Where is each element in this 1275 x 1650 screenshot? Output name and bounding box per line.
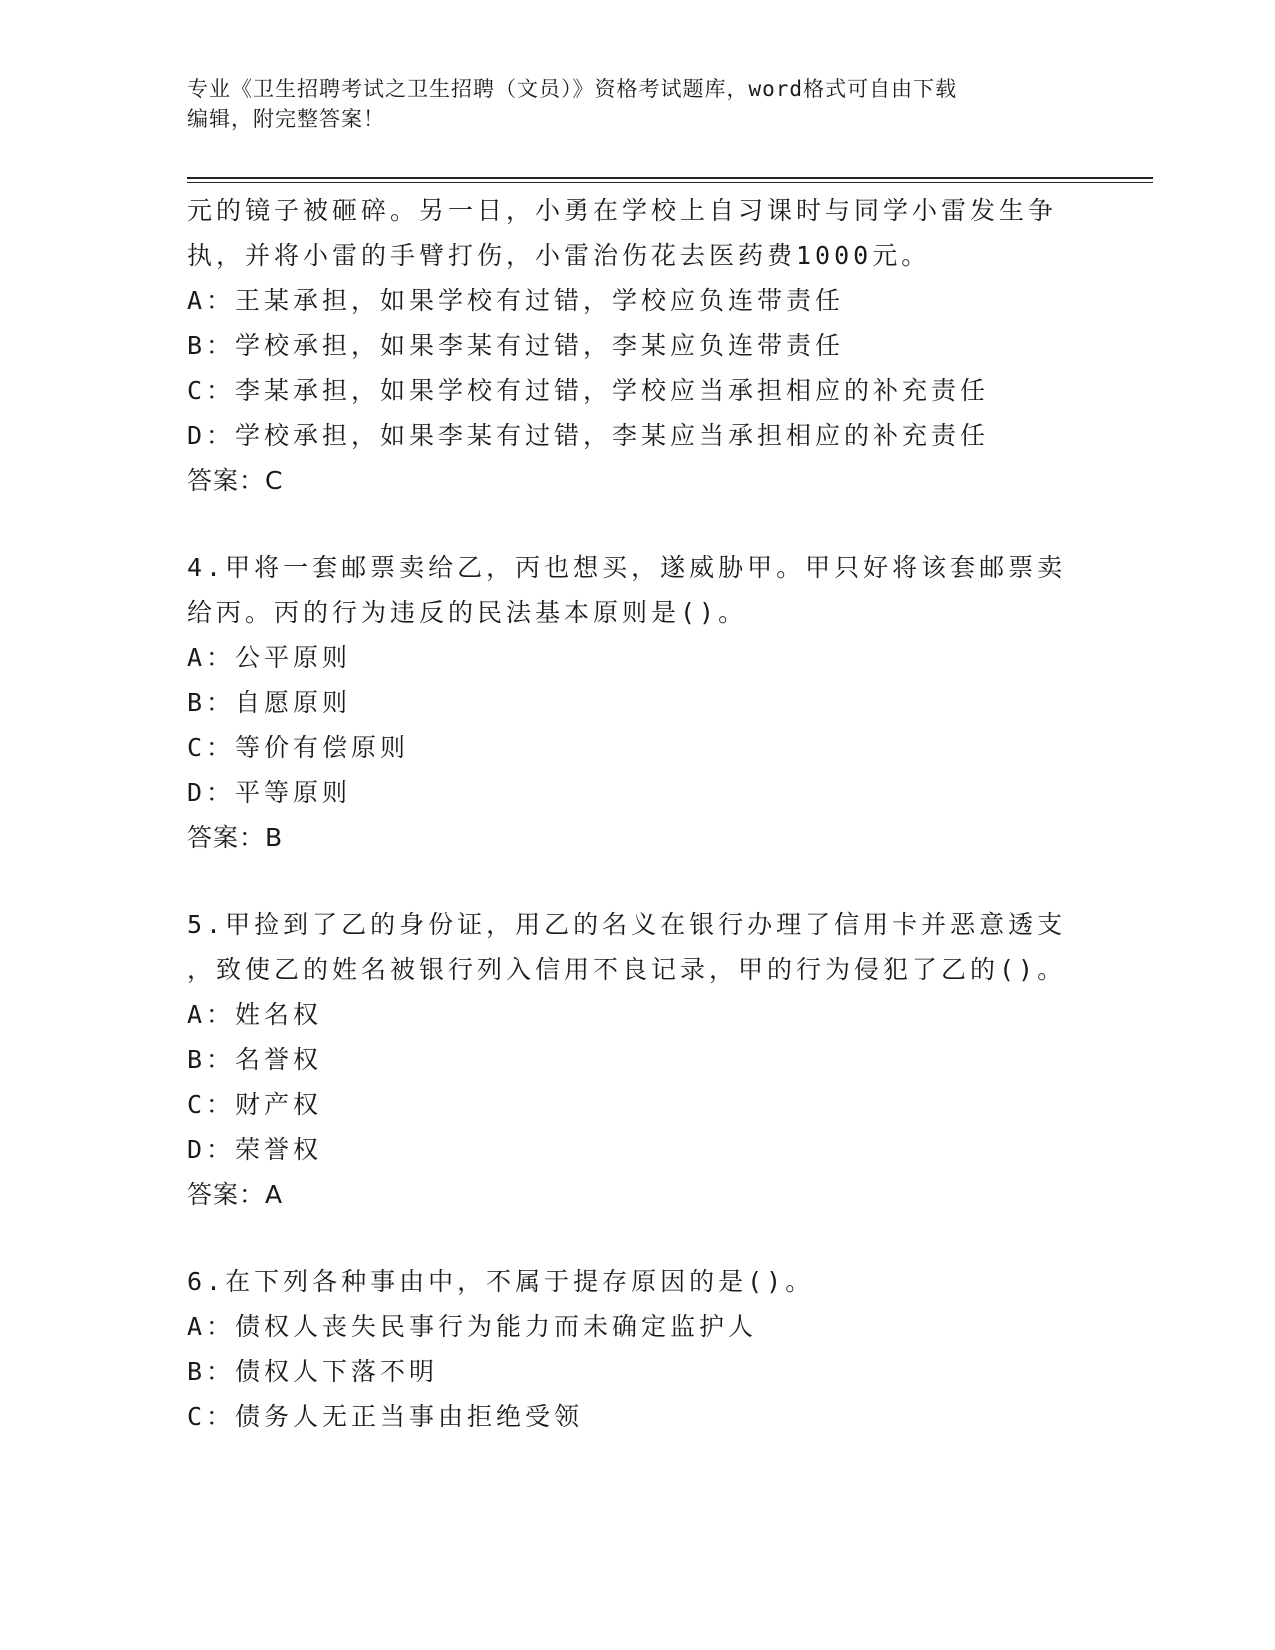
document-header bbox=[187, 74, 1087, 134]
option-b: B：自愿原则 bbox=[187, 688, 352, 717]
option-c: C：债务人无正当事由拒绝受领 bbox=[187, 1402, 584, 1431]
answer-line: 答案：B bbox=[187, 823, 284, 852]
header-title-line-2: 编辑，附完整答案！ bbox=[187, 107, 385, 131]
question-stem-line: 6.在下列各种事由中，不属于提存原因的是()。 bbox=[187, 1267, 815, 1296]
header-title-line-1: 专业《卫生招聘考试之卫生招聘（文员）》资格考试题库，word格式可自由下载 bbox=[187, 77, 958, 101]
option-d: D：学校承担，如果李某有过错，李某应当承担相应的补充责任 bbox=[187, 421, 990, 450]
option-a: A：债权人丧失民事行为能力而未确定监护人 bbox=[187, 1312, 758, 1341]
question-4 bbox=[187, 545, 1087, 860]
header-divider-thick bbox=[187, 177, 1153, 179]
option-b: B：学校承担，如果李某有过错，李某应负连带责任 bbox=[187, 331, 845, 360]
question-stem-line: 5.甲捡到了乙的身份证，用乙的名义在银行办理了信用卡并恶意透支 bbox=[187, 910, 1067, 939]
question-list bbox=[187, 188, 1087, 1439]
question-spacer bbox=[187, 503, 1087, 545]
option-c: C：等价有偿原则 bbox=[187, 733, 410, 762]
question-spacer bbox=[187, 1217, 1087, 1259]
option-d: D：荣誉权 bbox=[187, 1135, 323, 1164]
option-a: A：公平原则 bbox=[187, 643, 352, 672]
option-c: C：李某承担，如果学校有过错，学校应当承担相应的补充责任 bbox=[187, 376, 990, 405]
question-stem-line: 给丙。丙的行为违反的民法基本原则是()。 bbox=[187, 598, 748, 627]
question-5 bbox=[187, 902, 1087, 1217]
option-b: B：名誉权 bbox=[187, 1045, 323, 1074]
option-b: B：债权人下落不明 bbox=[187, 1357, 439, 1386]
option-d: D：平等原则 bbox=[187, 778, 352, 807]
question-stem-line: ，致使乙的姓名被银行列入信用不良记录，甲的行为侵犯了乙的()。 bbox=[187, 955, 1067, 984]
question-stem-line: 元的镜子被砸碎。另一日，小勇在学校上自习课时与同学小雷发生争 bbox=[187, 196, 1058, 225]
answer-line: 答案：A bbox=[187, 1180, 284, 1209]
answer-line: 答案：C bbox=[187, 466, 284, 495]
question-6 bbox=[187, 1259, 1087, 1439]
option-a: A：姓名权 bbox=[187, 1000, 323, 1029]
question-stem-line: 4.甲将一套邮票卖给乙，丙也想买，遂威胁甲。甲只好将该套邮票卖 bbox=[187, 553, 1067, 582]
option-a: A：王某承担，如果学校有过错，学校应负连带责任 bbox=[187, 286, 845, 315]
question-stem-line: 执，并将小雷的手臂打伤，小雷治伤花去医药费1000元。 bbox=[187, 241, 931, 270]
question-3 bbox=[187, 188, 1087, 503]
question-spacer bbox=[187, 860, 1087, 902]
option-c: C：财产权 bbox=[187, 1090, 323, 1119]
header-divider-thin bbox=[187, 182, 1153, 183]
